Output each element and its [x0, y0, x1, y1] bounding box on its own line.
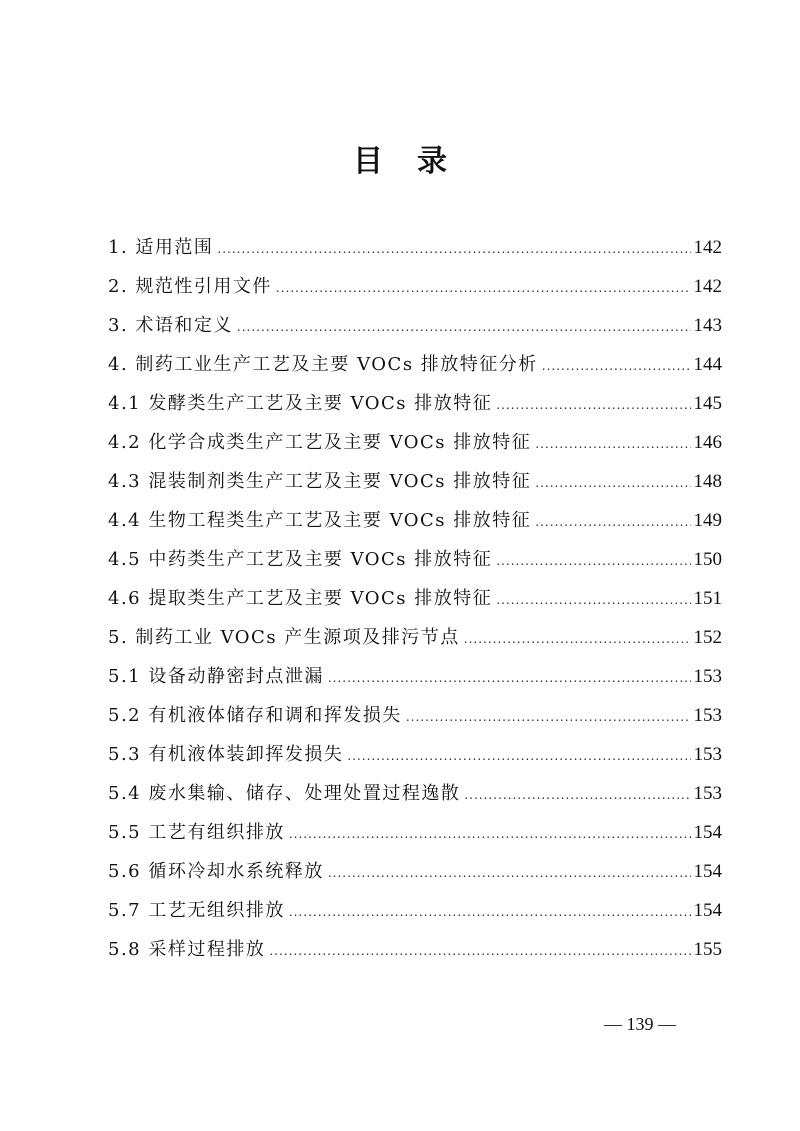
toc-leader-dots — [464, 776, 690, 815]
toc-entry-page: 151 — [693, 588, 722, 609]
toc-entry-label: 4.1 发酵类生产工艺及主要 VOCs 排放特征 — [108, 393, 493, 414]
toc-entry-label: 4.3 混装制剂类生产工艺及主要 VOCs 排放特征 — [108, 471, 532, 492]
toc-entry-page: 142 — [693, 237, 722, 258]
toc-entry-label: 4.6 提取类生产工艺及主要 VOCs 排放特征 — [108, 588, 493, 609]
table-of-contents — [108, 228, 722, 969]
toc-leader-dots — [276, 269, 691, 308]
toc-entry-page: 150 — [693, 549, 722, 570]
toc-entry-page: 152 — [693, 627, 722, 648]
toc-entry-page: 143 — [693, 315, 722, 336]
toc-entry-page: 145 — [693, 393, 722, 414]
toc-leader-dots — [535, 503, 690, 542]
toc-leader-dots — [535, 425, 690, 464]
toc-leader-dots — [535, 464, 690, 503]
toc-entry[interactable] — [108, 579, 722, 618]
toc-entry-label: 5.3 有机液体装卸挥发损失 — [108, 744, 344, 765]
toc-entry[interactable] — [108, 345, 722, 384]
toc-entry-page: 142 — [693, 276, 722, 297]
toc-entry-label: 5.6 循环冷却水系统释放 — [108, 861, 324, 882]
toc-entry[interactable] — [108, 813, 722, 852]
toc-entry[interactable] — [108, 774, 722, 813]
toc-entry-label: 3. 术语和定义 — [108, 315, 233, 336]
toc-leader-dots — [496, 542, 690, 581]
toc-leader-dots — [406, 698, 691, 737]
toc-entry[interactable] — [108, 306, 722, 345]
toc-leader-dots — [464, 620, 691, 659]
toc-entry-label: 5. 制药工业 VOCs 产生源项及排污节点 — [108, 627, 460, 648]
toc-entry-label: 1. 适用范围 — [108, 237, 214, 258]
toc-entry-page: 153 — [693, 705, 722, 726]
toc-entry-label: 5.2 有机液体储存和调和挥发损失 — [108, 705, 402, 726]
toc-entry-page: 153 — [693, 744, 722, 765]
toc-leader-dots — [347, 737, 690, 776]
toc-entry-page: 154 — [693, 900, 722, 921]
toc-entry[interactable] — [108, 618, 722, 657]
toc-entry[interactable] — [108, 423, 722, 462]
page-title: 目录 — [353, 144, 481, 179]
toc-leader-dots — [237, 308, 691, 347]
toc-entry-label: 4.5 中药类生产工艺及主要 VOCs 排放特征 — [108, 549, 493, 570]
toc-entry-label: 4. 制药工业生产工艺及主要 VOCs 排放特征分析 — [108, 354, 538, 375]
toc-entry-label: 5.1 设备动静密封点泄漏 — [108, 666, 324, 687]
toc-leader-dots — [328, 854, 691, 893]
toc-entry[interactable] — [108, 384, 722, 423]
toc-entry-page: 155 — [693, 939, 722, 960]
toc-leader-dots — [289, 893, 691, 932]
toc-entry-label: 4.4 生物工程类生产工艺及主要 VOCs 排放特征 — [108, 510, 532, 531]
toc-entry[interactable] — [108, 462, 722, 501]
toc-entry-page: 154 — [693, 861, 722, 882]
toc-entry[interactable] — [108, 540, 722, 579]
toc-leader-dots — [269, 932, 690, 971]
toc-entry[interactable] — [108, 267, 722, 306]
toc-entry-page: 148 — [693, 471, 722, 492]
toc-entry-label: 5.4 废水集输、储存、处理处置过程逸散 — [108, 783, 461, 804]
toc-entry-label: 5.5 工艺有组织排放 — [108, 822, 285, 843]
toc-entry[interactable] — [108, 696, 722, 735]
toc-entry[interactable] — [108, 930, 722, 969]
toc-entry-page: 153 — [693, 666, 722, 687]
toc-entry-page: 146 — [693, 432, 722, 453]
toc-leader-dots — [328, 659, 691, 698]
toc-entry[interactable] — [108, 228, 722, 267]
toc-entry-page: 149 — [693, 510, 722, 531]
toc-entry-label: 4.2 化学合成类生产工艺及主要 VOCs 排放特征 — [108, 432, 532, 453]
toc-entry[interactable] — [108, 501, 722, 540]
toc-entry[interactable] — [108, 852, 722, 891]
toc-entry-label: 5.8 采样过程排放 — [108, 939, 266, 960]
toc-leader-dots — [217, 230, 690, 269]
page-number: — 139 — — [604, 1014, 676, 1034]
toc-leader-dots — [542, 347, 691, 386]
toc-entry-label: 5.7 工艺无组织排放 — [108, 900, 285, 921]
toc-entry[interactable] — [108, 657, 722, 696]
toc-leader-dots — [496, 386, 690, 425]
toc-entry-page: 154 — [693, 822, 722, 843]
toc-entry-page: 153 — [693, 783, 722, 804]
toc-entry-label: 2. 规范性引用文件 — [108, 276, 272, 297]
toc-entry[interactable] — [108, 891, 722, 930]
toc-leader-dots — [289, 815, 691, 854]
toc-entry-page: 144 — [693, 354, 722, 375]
toc-leader-dots — [496, 581, 690, 620]
toc-entry[interactable] — [108, 735, 722, 774]
